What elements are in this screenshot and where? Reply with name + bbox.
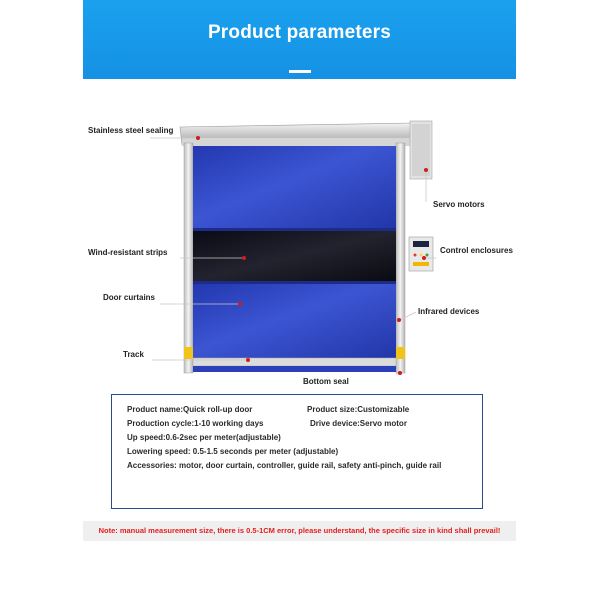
bottom-bar	[193, 358, 396, 366]
housing-face	[182, 138, 414, 146]
dot-servo	[424, 168, 428, 172]
spec-production-cycle: Production cycle:1-10 working days	[127, 419, 264, 428]
spec-product-name: Product name:Quick roll-up door	[127, 405, 253, 414]
note-banner	[83, 521, 516, 541]
label-control-enclosures: Control enclosures	[440, 246, 513, 255]
spec-drive-device: Drive device:Servo motor	[310, 419, 407, 428]
dot-curtain	[238, 302, 242, 306]
label-wind-resistant-strips: Wind-resistant strips	[88, 248, 168, 257]
label-infrared-devices: Infrared devices	[418, 307, 480, 316]
spec-up-speed: Up speed:0.6-2sec per meter(adjustable)	[127, 433, 281, 442]
lower-curtain	[193, 284, 396, 359]
dot-wind	[242, 256, 246, 260]
left-bumper	[184, 347, 193, 359]
specs-box	[111, 394, 483, 509]
label-stainless-steel-sealing: Stainless steel sealing	[88, 126, 174, 135]
curtain-divider-top	[193, 228, 396, 231]
label-servo-motors: Servo motors	[433, 200, 485, 209]
label-track: Track	[123, 350, 144, 359]
dot-track	[246, 358, 250, 362]
page-title: Product parameters	[207, 22, 392, 43]
dot-control	[422, 256, 426, 260]
dot-stainless	[196, 136, 200, 140]
upper-curtain	[193, 146, 396, 228]
spec-accessories: Accessories: motor, door curtain, controller, guide rail, safety anti-pinch, guide rail	[127, 461, 442, 470]
dot-infrared	[397, 318, 401, 322]
note-text: Note: manual measurement size, there is 0.5-1CM error, please understand, the specific size in kind shall prevail!	[98, 526, 501, 535]
dot-bottom	[398, 371, 402, 375]
spec-lowering-speed: Lowering speed: 0.5-1.5 seconds per meter (adjustable)	[127, 447, 339, 456]
vision-window	[193, 231, 396, 281]
right-rail	[396, 143, 405, 373]
right-bumper	[396, 347, 405, 359]
control-display	[413, 241, 429, 247]
bottom-seal	[193, 366, 396, 372]
label-door-curtains: Door curtains	[103, 293, 156, 302]
spec-product-size: Product size:Customizable	[307, 405, 410, 414]
label-bottom-seal: Bottom seal	[303, 377, 349, 386]
curtain-divider-bottom	[193, 281, 396, 284]
